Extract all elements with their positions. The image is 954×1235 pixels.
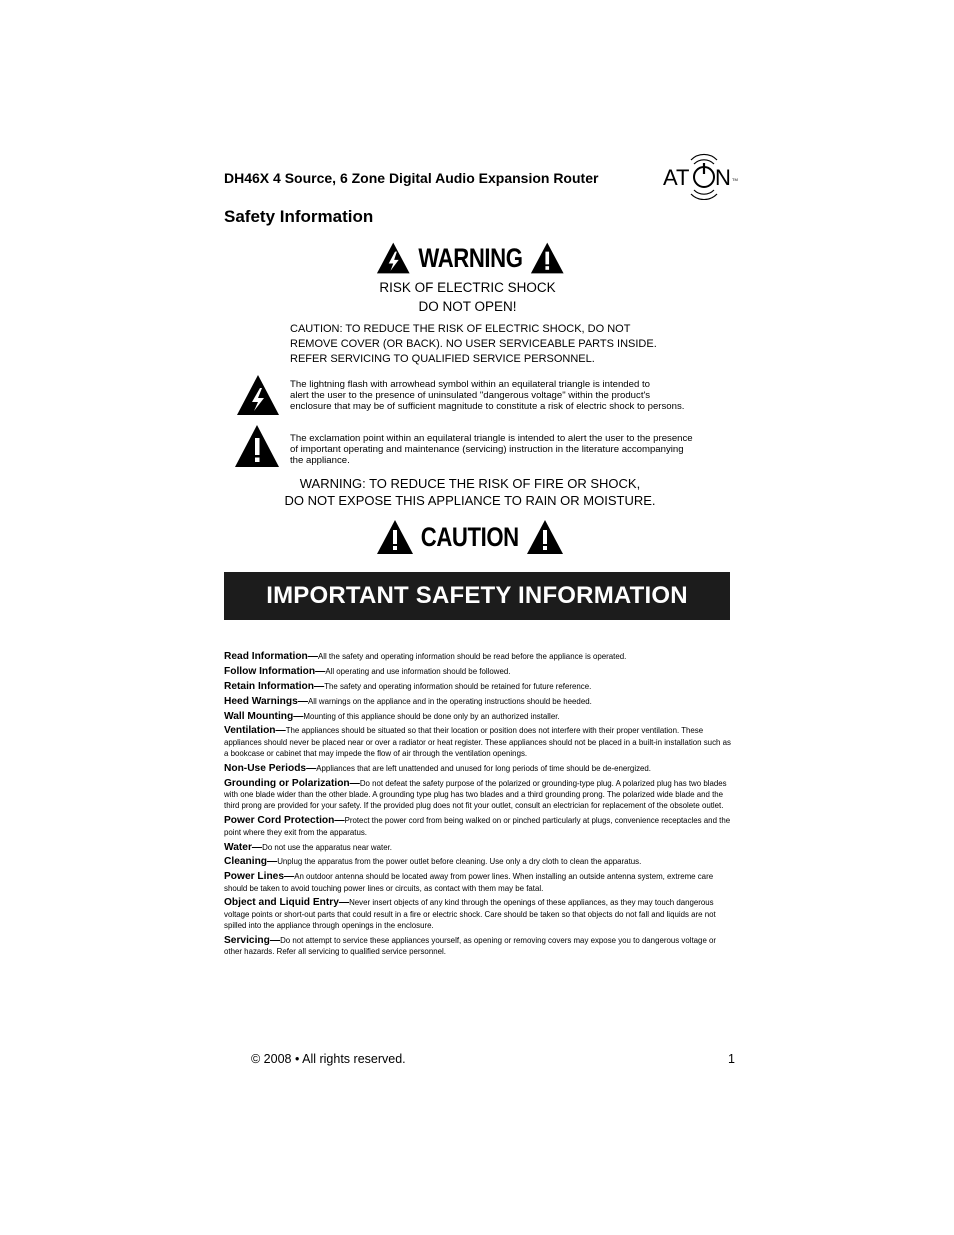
fire-shock-warning [260,475,680,509]
svg-text:TM: TM [732,177,738,182]
lightning-desc-line-1: The lightning flash with arrowhead symbol within an equilateral triangle is intended to [290,379,650,390]
caution-notice-line-1: CAUTION: TO REDUCE THE RISK OF ELECTRIC SHOCK, DO NOT [290,323,631,335]
fire-warning-line-1: WARNING: TO REDUCE THE RISK OF FIRE OR SHOCK, [299,476,641,491]
lightning-symbol [236,374,280,416]
safety-items-list [224,651,734,961]
safety-item-title: Object and Liquid Entry— [224,897,350,909]
safety-item-text: Appliances that are left unattended and unused for long periods of time should be de-energized. [316,763,651,773]
risk-line-2: DO NOT OPEN! [418,299,517,314]
safety-item-title: Non-Use Periods— [224,762,317,774]
safety-item [224,815,734,838]
fire-warning-line-2: DO NOT EXPOSE THIS APPLIANCE TO RAIN OR MOISTURE. [284,493,656,508]
exclamation-triangle-icon [530,240,565,276]
safety-item [224,897,734,931]
safety-item-title: Follow Information— [224,665,326,677]
safety-item-text: All the safety and operating information should be read before the appliance is operated. [317,652,627,661]
safety-item-text: Do not use the apparatus near water. [262,842,392,852]
safety-item-text: Do not attempt to service these appliances yourself, as opening or removing covers may expose you to dangerous voltage or other hazards. Refer all servicing to qualified service personnel. [224,935,717,957]
safety-item-title: Wall Mounting— [224,710,304,722]
lightning-symbol-description [290,379,730,412]
exclaim-desc-line-3: the appliance. [290,455,350,466]
safety-item-title: Power Lines— [224,871,295,883]
exclaim-desc-line-1: The exclamation point within an equilateral triangle is intended to alert the user to the presence [290,433,693,444]
aton-logo [660,150,740,200]
safety-item [224,696,734,707]
safety-item-title: Ventilation— [224,725,286,737]
safety-item [224,935,734,958]
lightning-desc-line-3: enclosure that may be of sufficient magnitude to constitute a risk of electric shock to persons. [290,401,685,412]
safety-item-text: The safety and operating information should be retained for future reference. [324,681,592,691]
exclamation-symbol [234,424,280,468]
safety-item [224,681,734,692]
caution-banner [376,518,564,556]
safety-item-text: Mounting of this appliance should be done only by an authorized installer. [303,711,560,721]
safety-item [224,725,734,759]
safety-item [224,711,734,722]
important-safety-heading-text: IMPORTANT SAFETY INFORMATION [266,582,688,609]
safety-item-text: Unplug the apparatus from the power outlet before cleaning. Use only a dry cloth to clean the apparatus. [277,857,642,867]
safety-item-text: All warnings on the appliance and in the operating instructions should be heeded. [307,696,592,706]
page-number: 1 [728,1052,735,1066]
safety-item [224,651,734,662]
safety-item-title: Heed Warnings— [224,695,308,707]
safety-item-title: Grounding or Polarization— [224,777,360,789]
safety-item [224,666,734,677]
svg-text:AT: AT [663,165,690,190]
safety-item [224,763,734,774]
safety-item-title: Read Information— [224,651,318,662]
caution-notice-line-3: REFER SERVICING TO QUALIFIED SERVICE PERSONNEL. [290,353,595,365]
safety-item-text: Protect the power cord from being walked on or pinched particularly at plugs, convenience receptacles and the point where they exit from the apparatus. [224,816,731,837]
risk-of-shock-notice [330,278,605,316]
safety-item [224,871,734,894]
safety-item-title: Servicing— [224,934,281,946]
exclamation-triangle-icon [376,519,414,555]
safety-item [224,778,734,812]
risk-line-1: RISK OF ELECTRIC SHOCK [379,280,556,295]
safety-item-title: Power Cord Protection— [224,815,345,827]
exclamation-triangle-icon [234,424,280,468]
exclamation-symbol-description [290,433,730,466]
exclamation-triangle-icon [526,519,564,555]
warning-banner [376,239,564,277]
safety-item-title: Retain Information— [224,680,325,692]
lightning-triangle-icon [376,240,411,276]
lightning-triangle-icon [236,374,280,416]
document-title: DH46X 4 Source, 6 Zone Digital Audio Expansion Router [224,170,599,186]
section-title: Safety Information [224,207,374,226]
safety-item [224,842,734,853]
svg-text:N: N [715,165,731,190]
warning-label: WARNING [417,242,523,273]
exclaim-desc-line-2: of important operating and maintenance (servicing) instruction in the literature accompanying [290,444,684,455]
safety-item-text: An outdoor antenna should be located away from power lines. When installing an outside antenna system, extreme care should be taken to avoid touching power lines or circuits, as contact with them may be fatal. [224,872,714,893]
safety-item-text: The appliances should be situated so that their location or position does not interfere with their proper ventilation. These appliances should never be placed near or over a radiator or heat register. These appliances should not be placed in a built-in installation such as a bookcase or cabinet that may impede the flow of air through the ventilation openings. [224,726,731,759]
caution-notice [290,322,730,367]
safety-item-title: Cleaning— [224,856,278,868]
safety-item [224,856,734,867]
safety-item-text: Never insert objects of any kind through the openings of these appliances, as they may touch dangerous voltage points or short-out parts that could result in a fire or electric shock. Care should be taken so that objects do not fall and liquids are not spilled into the appliance through openings in the enclosure. [224,898,716,931]
caution-notice-line-2: REMOVE COVER (OR BACK). NO USER SERVICEABLE PARTS INSIDE. [290,338,657,350]
aton-logo-icon [660,150,740,200]
safety-item-title: Water— [224,841,263,853]
important-safety-heading [224,572,730,620]
lightning-desc-line-2: alert the user to the presence of uninsulated "dangerous voltage" within the product's [290,390,651,401]
safety-item-text: Do not defeat the safety purpose of the polarized or grounding-type plug. A polarized plug has two blades with one blade wider than the other blade. A grounding type plug has two blades and a third grounding prong. The polarized wide blade and the third prong are provided for your safety. If the provided plug does not fit your outlet, consult an electrician for replacement of the obsolete outlet. [224,778,727,811]
caution-label: CAUTION [421,521,519,552]
safety-item-text: All operating and use information should be followed. [325,666,511,676]
footer-copyright: © 2008 • All rights reserved. [251,1052,406,1066]
